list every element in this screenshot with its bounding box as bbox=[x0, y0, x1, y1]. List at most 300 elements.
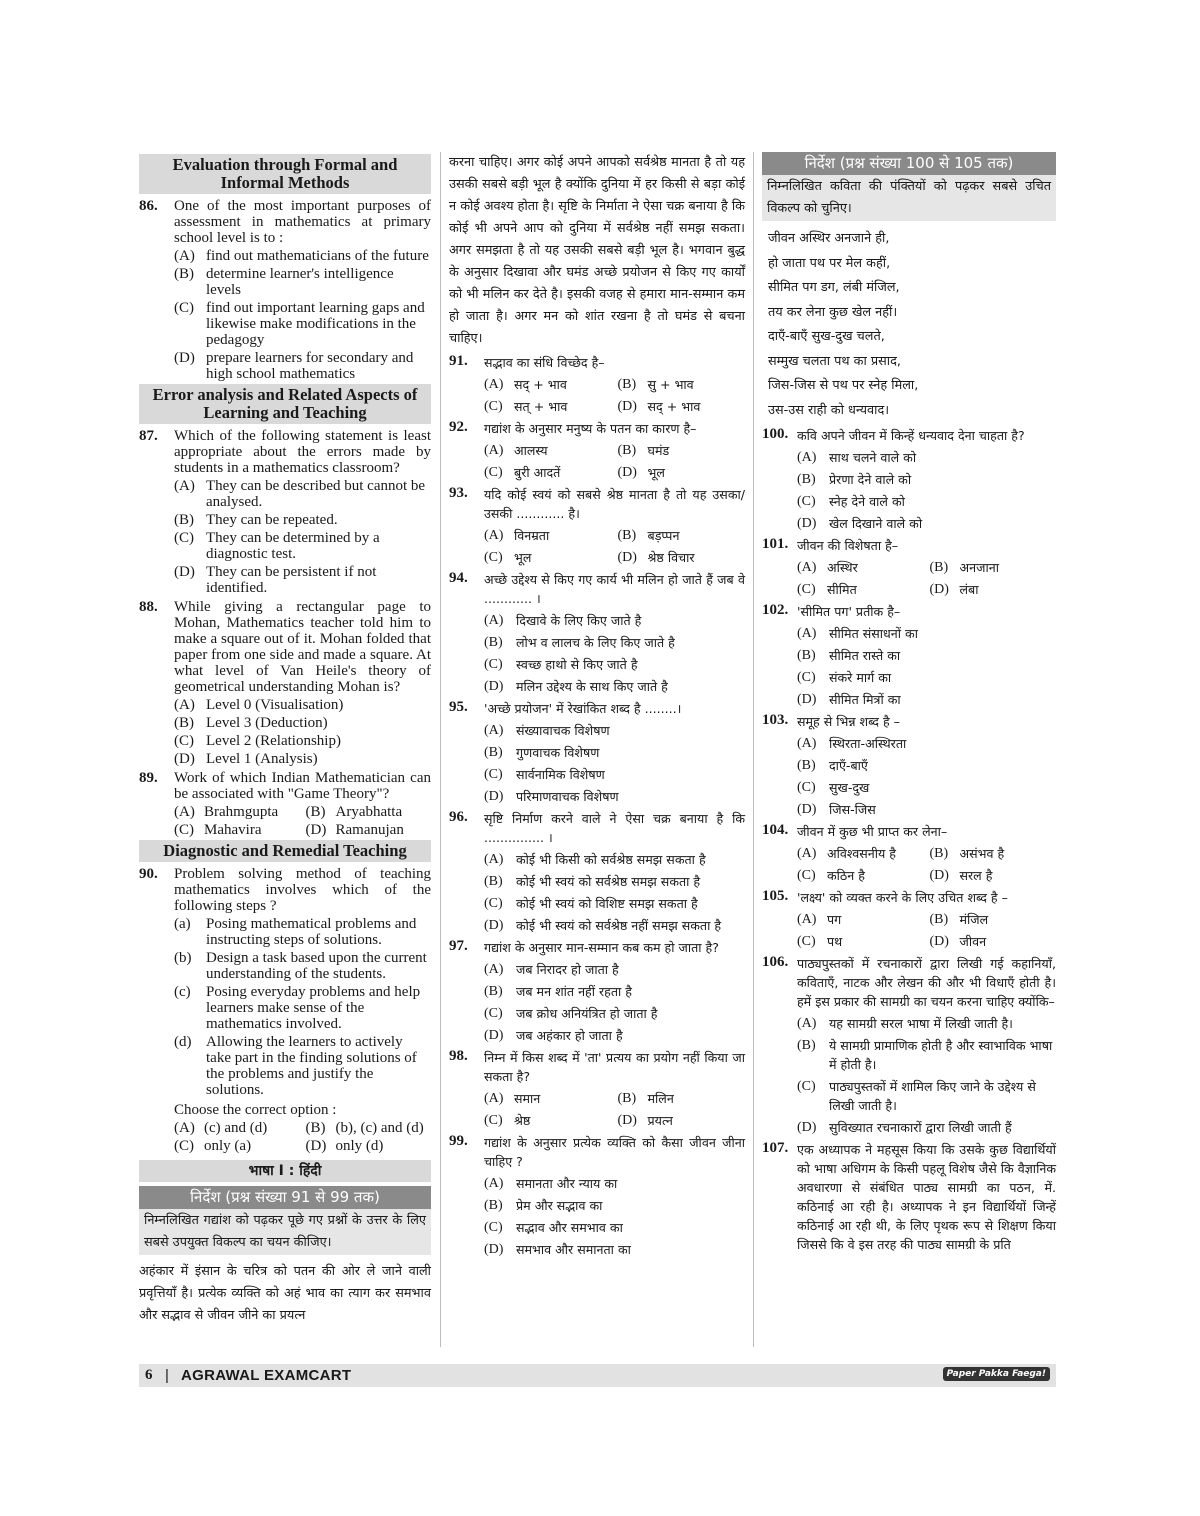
option-text: भूल bbox=[647, 465, 665, 480]
statement-text: Allowing the learners to actively take part in the finding solutions of the problems and justify the solutions. bbox=[206, 1034, 417, 1098]
option-c[interactable] bbox=[174, 1138, 300, 1154]
option-text: Mahavira bbox=[204, 822, 262, 838]
statement-text: Posing everyday problems and help learners make sense of the mathematics involved. bbox=[206, 984, 421, 1032]
question-103 bbox=[762, 712, 1056, 819]
option-label: (A) bbox=[174, 804, 195, 820]
question-94 bbox=[449, 570, 745, 696]
option-label: (B) bbox=[797, 1038, 816, 1053]
question-number: 106. bbox=[762, 954, 789, 970]
option-label: (D) bbox=[174, 564, 195, 580]
statement-b bbox=[174, 950, 431, 982]
option-a[interactable] bbox=[174, 697, 431, 713]
option-c[interactable] bbox=[484, 1218, 745, 1237]
question-106 bbox=[762, 954, 1056, 1137]
poem-line: दाएँ-बाएँ सुख-दुख चलते, bbox=[768, 329, 885, 344]
option-text: स्वच्छ हाथो से किए जाते है bbox=[516, 657, 638, 672]
option-text: मलिन bbox=[647, 1091, 674, 1106]
option-text: परिमाणवाचक विशेषण bbox=[516, 789, 619, 804]
question-number: 105. bbox=[762, 888, 789, 904]
option-label: (D) bbox=[174, 751, 195, 767]
option-b[interactable] bbox=[930, 558, 1057, 577]
question-number: 86. bbox=[139, 198, 158, 214]
option-text: ये सामग्री प्रामाणिक होती है और स्वाभाविक भाषा में होती है। bbox=[829, 1038, 1053, 1072]
option-d[interactable] bbox=[930, 580, 1057, 599]
option-d[interactable] bbox=[618, 463, 746, 482]
question-95 bbox=[449, 699, 745, 806]
question-number: 107. bbox=[762, 1140, 789, 1156]
option-c[interactable] bbox=[797, 778, 1056, 797]
option-text: असंभव है bbox=[959, 846, 1005, 861]
question-text: यदि कोई स्वयं को सबसे श्रेष्ठ मानता है तो यह उसका/उसकी ............ है। bbox=[484, 487, 745, 521]
option-label: (A) bbox=[797, 912, 817, 927]
option-text: सीमित मित्रों का bbox=[829, 692, 901, 707]
poem-line: जीवन अस्थिर अनजाने ही, bbox=[768, 231, 890, 246]
option-label: (D) bbox=[484, 1242, 504, 1257]
option-d[interactable] bbox=[797, 1118, 1056, 1137]
question-text: 'सीमित पग' प्रतीक है– bbox=[797, 604, 901, 619]
option-d[interactable] bbox=[797, 514, 1056, 533]
option-label: (C) bbox=[484, 1220, 503, 1235]
column-divider bbox=[753, 152, 754, 1347]
option-c[interactable] bbox=[797, 580, 924, 599]
option-label: (A) bbox=[484, 613, 504, 628]
section-heading: Error analysis and Related Aspects of Learning and Teaching bbox=[139, 384, 431, 424]
option-b[interactable] bbox=[797, 470, 1056, 489]
option-b[interactable] bbox=[306, 804, 432, 820]
option-label: (D) bbox=[797, 1120, 817, 1135]
option-label: (D) bbox=[305, 1138, 327, 1154]
option-d[interactable] bbox=[930, 932, 1057, 951]
question-number: 88. bbox=[139, 599, 158, 615]
option-d[interactable] bbox=[306, 1138, 432, 1154]
question-87 bbox=[139, 428, 431, 596]
option-label: (D) bbox=[617, 550, 637, 565]
option-label: (B) bbox=[174, 512, 194, 528]
option-text: अनजाना bbox=[959, 560, 999, 575]
option-text: मंजिल bbox=[959, 912, 989, 927]
option-text: Level 3 (Deduction) bbox=[206, 715, 328, 731]
statement-label: (b) bbox=[174, 950, 192, 966]
option-a[interactable] bbox=[484, 375, 612, 394]
option-label: (A) bbox=[797, 450, 817, 465]
option-label: (B) bbox=[305, 1120, 326, 1136]
option-label: (A) bbox=[797, 846, 817, 861]
tagline-badge: Paper Pakka Faega! bbox=[943, 1367, 1050, 1381]
question-89 bbox=[139, 770, 431, 838]
question-text: Work of which Indian Mathematician can be associated with "Game Theory"? bbox=[174, 770, 431, 802]
statement-text: Posing mathematical problems and instructing steps of solutions. bbox=[206, 916, 417, 948]
option-c[interactable] bbox=[174, 733, 431, 749]
option-label: (C) bbox=[797, 494, 816, 509]
option-text: सरल है bbox=[959, 868, 993, 883]
question-88 bbox=[139, 599, 431, 767]
option-text: लोभ व लालच के लिए किए जाते है bbox=[516, 635, 675, 650]
poem-line: उस-उस राही को धन्यवाद। bbox=[768, 402, 890, 418]
option-text: प्रेम और सद्भाव का bbox=[516, 1198, 603, 1213]
question-number: 96. bbox=[449, 809, 468, 825]
option-b[interactable] bbox=[484, 743, 745, 762]
option-text: Level 0 (Visualisation) bbox=[206, 697, 344, 713]
option-label: (C) bbox=[484, 550, 503, 565]
option-a[interactable] bbox=[484, 526, 612, 545]
question-text: गद्यांश के अनुसार मान-सम्मान कब कम हो जाता है? bbox=[484, 940, 719, 955]
option-b[interactable] bbox=[618, 375, 746, 394]
option-b[interactable] bbox=[174, 512, 431, 528]
option-b[interactable] bbox=[174, 266, 431, 298]
directions-banner: निर्देश (प्रश्न संख्या 91 से 99 तक) bbox=[139, 1186, 431, 1209]
option-text: सद्भाव और समभाव का bbox=[516, 1220, 623, 1235]
option-c[interactable] bbox=[484, 463, 612, 482]
statement-a bbox=[174, 916, 431, 948]
option-label: (C) bbox=[797, 582, 816, 597]
option-d[interactable] bbox=[484, 787, 745, 806]
option-text: समभाव और समानता का bbox=[516, 1242, 631, 1257]
option-b[interactable] bbox=[797, 1036, 1056, 1074]
option-c[interactable] bbox=[797, 492, 1056, 511]
option-label: (C) bbox=[484, 657, 503, 672]
option-a[interactable] bbox=[484, 441, 612, 460]
option-label: (B) bbox=[929, 560, 949, 575]
option-d[interactable] bbox=[174, 564, 431, 596]
option-text: जब क्रोध अनियंत्रित हो जाता है bbox=[516, 1006, 658, 1021]
option-text: पथ bbox=[827, 934, 843, 949]
option-text: अस्थिर bbox=[827, 560, 858, 575]
question-107 bbox=[762, 1140, 1056, 1254]
question-text: जीवन की विशेषता है– bbox=[797, 538, 899, 553]
option-c[interactable] bbox=[797, 932, 924, 951]
option-d[interactable] bbox=[484, 916, 745, 935]
question-number: 99. bbox=[449, 1133, 468, 1149]
option-text: श्रेष्ठ bbox=[514, 1113, 531, 1128]
option-label: (C) bbox=[174, 733, 194, 749]
option-d[interactable] bbox=[174, 350, 431, 382]
option-label: (D) bbox=[797, 802, 817, 817]
option-label: (D) bbox=[484, 1028, 504, 1043]
directions-text: निम्नलिखित गद्यांश को पढ़कर पूछे गए प्रश्नों के उत्तर के लिए सबसे उपयुक्त विकल्प का चयन कीजिए। bbox=[139, 1209, 431, 1255]
option-label: (D) bbox=[174, 350, 195, 366]
question-text: 'अच्छे प्रयोजन' में रेखांकित शब्द है ........। bbox=[484, 701, 682, 716]
option-label: (B) bbox=[929, 846, 949, 861]
option-label: (B) bbox=[797, 758, 816, 773]
option-c[interactable] bbox=[484, 655, 745, 674]
question-text: Which of the following statement is least appropriate about the errors made by students in a mathematics classroom? bbox=[174, 428, 431, 476]
option-text: श्रेष्ठ विचार bbox=[647, 550, 695, 565]
footer-separator: | bbox=[165, 1367, 169, 1384]
option-text: भूल bbox=[514, 550, 532, 565]
option-d[interactable] bbox=[618, 397, 746, 416]
option-d[interactable] bbox=[174, 751, 431, 767]
option-c[interactable] bbox=[484, 894, 745, 913]
question-text: गद्यांश के अनुसार मनुष्य के पतन का कारण है– bbox=[484, 421, 697, 436]
option-c[interactable] bbox=[174, 530, 431, 562]
option-a[interactable] bbox=[484, 1174, 745, 1193]
option-label: (D) bbox=[305, 822, 327, 838]
option-text: दिखावे के लिए किए जाते है bbox=[516, 613, 642, 628]
option-text: संकरे मार्ग का bbox=[829, 670, 892, 685]
question-86 bbox=[139, 198, 431, 382]
question-number: 101. bbox=[762, 536, 789, 552]
option-a[interactable] bbox=[484, 611, 745, 630]
option-text: जिस-जिस bbox=[829, 802, 876, 817]
question-98 bbox=[449, 1048, 745, 1130]
option-label: (B) bbox=[797, 472, 816, 487]
option-label: (A) bbox=[484, 528, 504, 543]
option-c[interactable] bbox=[484, 1111, 612, 1130]
option-text: They can be repeated. bbox=[206, 512, 338, 528]
statement-text: Design a task based upon the current understanding of the students. bbox=[206, 950, 427, 982]
option-text: विनम्रता bbox=[514, 528, 550, 543]
option-a[interactable] bbox=[797, 734, 1056, 753]
option-text: समान bbox=[514, 1091, 541, 1106]
option-text: कोई भी स्वयं को सर्वश्रेष्ठ समझ सकता है bbox=[516, 874, 701, 889]
option-c[interactable] bbox=[174, 822, 300, 838]
option-text: They can be determined by a diagnostic test. bbox=[206, 530, 380, 562]
option-label: (D) bbox=[929, 934, 949, 949]
option-label: (C) bbox=[174, 530, 194, 546]
option-label: (A) bbox=[484, 443, 504, 458]
option-a[interactable] bbox=[484, 721, 745, 740]
question-text: निम्न में किस शब्द में 'ता' प्रत्यय का प्रयोग नहीं किया जा सकता है? bbox=[484, 1050, 745, 1084]
option-label: (C) bbox=[484, 767, 503, 782]
statement-c bbox=[174, 984, 431, 1032]
option-a[interactable] bbox=[484, 850, 745, 869]
option-a[interactable] bbox=[797, 844, 924, 863]
option-label: (B) bbox=[929, 912, 949, 927]
option-text: जब अहंकार हो जाता है bbox=[516, 1028, 623, 1043]
option-label: (A) bbox=[484, 852, 504, 867]
option-text: find out important learning gaps and likewise make modifications in the pedagogy bbox=[206, 300, 425, 348]
option-b[interactable] bbox=[484, 633, 745, 652]
option-label: (A) bbox=[174, 697, 195, 713]
section-heading-hindi: भाषा I : हिंदी bbox=[139, 1160, 431, 1182]
option-d[interactable] bbox=[306, 822, 432, 838]
question-text: Problem solving method of teaching mathematics involves which of the following steps ? bbox=[174, 866, 431, 914]
option-d[interactable] bbox=[797, 690, 1056, 709]
option-b[interactable] bbox=[930, 844, 1057, 863]
option-text: Ramanujan bbox=[335, 822, 404, 838]
option-c[interactable] bbox=[797, 1077, 1056, 1115]
option-label: (B) bbox=[174, 715, 194, 731]
option-label: (B) bbox=[484, 984, 503, 999]
question-number: 93. bbox=[449, 485, 468, 501]
option-b[interactable] bbox=[930, 910, 1057, 929]
question-number: 103. bbox=[762, 712, 789, 728]
option-label: (B) bbox=[484, 1198, 503, 1213]
question-96 bbox=[449, 809, 745, 935]
question-number: 95. bbox=[449, 699, 468, 715]
option-a[interactable] bbox=[484, 960, 745, 979]
question-text: जीवन में कुछ भी प्राप्त कर लेना– bbox=[797, 824, 948, 839]
option-b[interactable] bbox=[797, 756, 1056, 775]
option-b[interactable] bbox=[174, 715, 431, 731]
option-a[interactable] bbox=[484, 1089, 612, 1108]
option-text: सीमित bbox=[827, 582, 857, 597]
option-a[interactable] bbox=[174, 804, 300, 820]
statement-d bbox=[174, 1034, 431, 1098]
option-text: लंबा bbox=[959, 582, 979, 597]
option-label: (D) bbox=[617, 1113, 637, 1128]
option-c[interactable] bbox=[484, 397, 612, 416]
option-text: अविश्वसनीय है bbox=[827, 846, 896, 861]
option-label: (B) bbox=[617, 377, 637, 392]
option-text: (c) and (d) bbox=[204, 1120, 268, 1136]
option-label: (D) bbox=[797, 692, 817, 707]
option-text: कोई भी स्वयं को विशिष्ट समझ सकता है bbox=[516, 896, 698, 911]
option-a[interactable] bbox=[174, 248, 431, 264]
option-label: (C) bbox=[797, 868, 816, 883]
option-text: साथ चलने वाले को bbox=[829, 450, 917, 465]
statement-label: (a) bbox=[174, 916, 191, 932]
option-b[interactable] bbox=[618, 1089, 746, 1108]
question-number: 104. bbox=[762, 822, 789, 838]
question-number: 102. bbox=[762, 602, 789, 618]
option-text: मलिन उद्देश्य के साथ किए जाते है bbox=[516, 679, 668, 694]
question-number: 91. bbox=[449, 353, 468, 369]
option-b[interactable] bbox=[484, 982, 745, 1001]
option-label: (B) bbox=[484, 635, 503, 650]
option-c[interactable] bbox=[174, 300, 431, 348]
question-text: One of the most important purposes of assessment in mathematics at primary school level is to : bbox=[174, 198, 431, 246]
option-label: (C) bbox=[797, 1079, 816, 1094]
option-text: आलस्य bbox=[514, 443, 548, 458]
section-heading: Evaluation through Formal and Informal Methods bbox=[139, 154, 431, 194]
poem-line: हो जाता पथ पर मेल कहीं, bbox=[768, 255, 891, 271]
option-label: (C) bbox=[174, 300, 194, 316]
option-a[interactable] bbox=[174, 478, 431, 510]
option-label: (C) bbox=[797, 934, 816, 949]
question-text: सद्भाव का संधि विच्छेद है– bbox=[484, 355, 605, 370]
option-d[interactable] bbox=[484, 677, 745, 696]
option-label: (A) bbox=[484, 377, 504, 392]
question-number: 90. bbox=[139, 866, 158, 882]
option-text: खेल दिखाने वाले को bbox=[829, 516, 923, 531]
option-b[interactable] bbox=[306, 1120, 432, 1136]
statement-label: (d) bbox=[174, 1034, 192, 1050]
option-text: सार्वनामिक विशेषण bbox=[516, 767, 605, 782]
option-text: स्नेह देने वाले को bbox=[829, 494, 905, 509]
option-a[interactable] bbox=[797, 448, 1056, 467]
option-text: Level 1 (Analysis) bbox=[206, 751, 318, 767]
option-label: (B) bbox=[617, 528, 637, 543]
option-text: प्रेरणा देने वाले को bbox=[829, 472, 912, 487]
option-d[interactable] bbox=[484, 1026, 745, 1045]
question-text: अच्छे उद्देश्य से किए गए कार्य भी मलिन हो जाते हैं जब वे ............ । bbox=[484, 572, 745, 606]
option-d[interactable] bbox=[930, 866, 1057, 885]
option-label: (B) bbox=[305, 804, 326, 820]
option-text: बुरी आदतें bbox=[514, 465, 561, 480]
option-b[interactable] bbox=[618, 526, 746, 545]
option-b[interactable] bbox=[484, 1196, 745, 1215]
option-text: only (a) bbox=[204, 1138, 252, 1154]
option-b[interactable] bbox=[618, 441, 746, 460]
passage-text: करना चाहिए। अगर कोई अपने आपको सर्वश्रेष्ठ मानता है तो यह उसकी सबसे बड़ी भूल है क्योंकि दुनिया में हर किसी से बड़ा कोई न कोई अवश्य होता है। सृष्टि के निर्माता ने ऐसा चक्र बनाया है कि कोई भी अपने आप को दुनिया में सर्वश्रेष्ठ नहीं समझ सकता। अगर समझता है तो यह उसकी सबसे बड़ी भूल है। भगवान बुद्ध के अनुसार दिखावा और घमंड अच्छे प्रयोजन से किए गए कार्यों को भी मलिन कर देते है। इसकी वजह से हमारा मान-सम्मान कम हो जाता है। अगर मन को शांत रखना है तो घमंड से बचना चाहिए। bbox=[449, 155, 745, 346]
option-label: (C) bbox=[484, 1113, 503, 1128]
option-a[interactable] bbox=[797, 1014, 1056, 1033]
question-number: 92. bbox=[449, 419, 468, 435]
option-label: (D) bbox=[617, 465, 637, 480]
question-100 bbox=[762, 426, 1056, 533]
option-label: (A) bbox=[797, 736, 817, 751]
option-label: (C) bbox=[484, 1006, 503, 1021]
option-c[interactable] bbox=[484, 1004, 745, 1023]
option-text: Level 2 (Relationship) bbox=[206, 733, 341, 749]
column-divider bbox=[440, 152, 441, 1347]
question-99 bbox=[449, 1133, 745, 1259]
option-text: दाएँ-बाएँ bbox=[829, 758, 868, 773]
option-text: समानता और न्याय का bbox=[516, 1176, 618, 1191]
question-text: गद्यांश के अनुसार प्रत्येक व्यक्ति को कैसा जीवन जीना चाहिए ? bbox=[484, 1135, 745, 1169]
option-c[interactable] bbox=[484, 548, 612, 567]
question-text: पाठ्यपुस्तकों में रचनाकारों द्वारा लिखी गई कहानियाँ, कविताएँ, नाटक और लेखन की और भी विधाएँ होती है। हमें इस प्रकार की सामग्री का चयन करना चाहिए क्योंकि– bbox=[797, 956, 1056, 1009]
question-101 bbox=[762, 536, 1056, 599]
question-number: 100. bbox=[762, 426, 789, 442]
option-label: (C) bbox=[484, 896, 503, 911]
option-label: (A) bbox=[174, 248, 195, 264]
poem-line: तय कर लेना कुछ खेल नहीं। bbox=[768, 304, 898, 320]
option-d[interactable] bbox=[618, 1111, 746, 1130]
question-text: 'लक्ष्य' को व्यक्त करने के लिए उचित शब्द है – bbox=[797, 890, 1008, 905]
option-label: (D) bbox=[797, 516, 817, 531]
option-b[interactable] bbox=[484, 872, 745, 891]
option-a[interactable] bbox=[797, 910, 924, 929]
question-text: सृष्टि निर्माण करने वाले ने ऐसा चक्र बनाया है कि ............... । bbox=[484, 811, 745, 845]
option-text: determine learner's intelligence levels bbox=[206, 266, 394, 298]
option-c[interactable] bbox=[797, 866, 924, 885]
option-label: (A) bbox=[484, 723, 504, 738]
poem-line: सम्मुख चलता पथ का प्रसाद, bbox=[768, 353, 901, 369]
option-label: (B) bbox=[174, 266, 194, 282]
question-102 bbox=[762, 602, 1056, 709]
option-label: (B) bbox=[617, 443, 637, 458]
option-label: (D) bbox=[929, 582, 949, 597]
poem-line: सीमित पग डग, लंबी मंजिल, bbox=[768, 280, 900, 295]
option-text: They can be persistent if not identified. bbox=[206, 564, 377, 596]
option-c[interactable] bbox=[797, 668, 1056, 687]
option-d[interactable] bbox=[797, 800, 1056, 819]
option-label: (B) bbox=[797, 648, 816, 663]
option-text: Aryabhatta bbox=[335, 804, 403, 820]
option-text: जीवन bbox=[959, 934, 987, 949]
option-a[interactable] bbox=[174, 1120, 300, 1136]
option-d[interactable] bbox=[618, 548, 746, 567]
option-label: (A) bbox=[484, 1091, 504, 1106]
option-a[interactable] bbox=[797, 558, 924, 577]
option-label: (D) bbox=[484, 789, 504, 804]
option-c[interactable] bbox=[484, 765, 745, 784]
option-text: सद् + भाव bbox=[647, 399, 701, 414]
option-label: (D) bbox=[484, 679, 504, 694]
option-text: prepare learners for secondary and high school mathematics bbox=[206, 350, 414, 382]
page-footer bbox=[139, 1364, 1056, 1387]
option-d[interactable] bbox=[484, 1240, 745, 1259]
option-label: (A) bbox=[484, 1176, 504, 1191]
option-text: They can be described but cannot be analysed. bbox=[206, 478, 426, 510]
directions-text: निम्नलिखित कविता की पंक्तियों को पढ़कर सबसे उचित विकल्प को चुनिए। bbox=[762, 175, 1056, 221]
choose-instruction: Choose the correct option : bbox=[174, 1102, 337, 1118]
option-text: बड़प्पन bbox=[647, 528, 680, 543]
option-text: पग bbox=[827, 912, 842, 927]
option-text: सत् + भाव bbox=[514, 399, 568, 414]
option-label: (C) bbox=[797, 670, 816, 685]
directions-banner: निर्देश (प्रश्न संख्या 100 से 105 तक) bbox=[762, 152, 1056, 175]
option-b[interactable] bbox=[797, 646, 1056, 665]
question-number: 97. bbox=[449, 938, 468, 954]
option-text: सुविख्यात रचनाकारों द्वारा लिखी जाती हैं bbox=[829, 1120, 1012, 1135]
question-92 bbox=[449, 419, 745, 482]
option-a[interactable] bbox=[797, 624, 1056, 643]
option-label: (A) bbox=[174, 478, 195, 494]
question-93 bbox=[449, 485, 745, 567]
